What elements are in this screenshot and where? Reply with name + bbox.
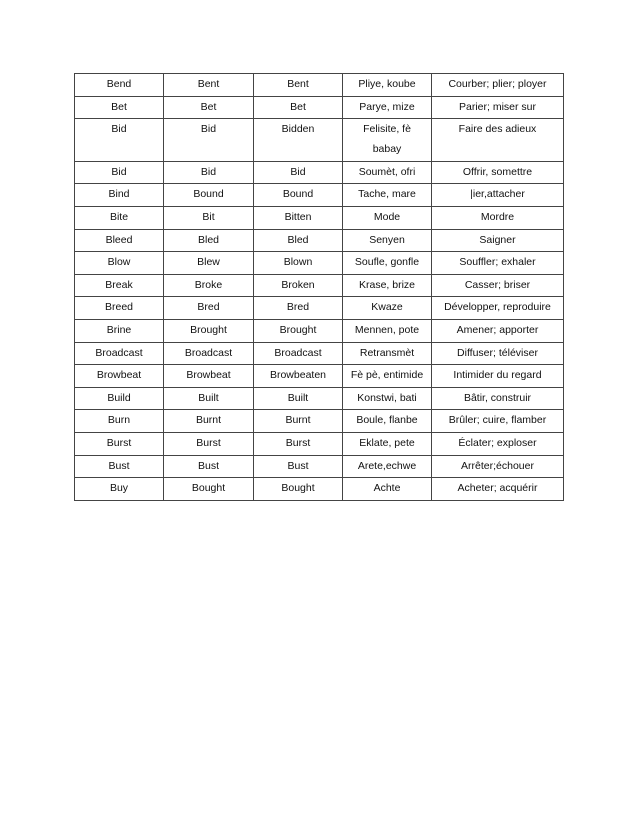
past-participle-cell: Bust — [254, 455, 343, 478]
past-simple-cell: Bet — [164, 96, 254, 119]
table-row — [75, 184, 564, 207]
base-form-cell: Bid — [75, 161, 164, 184]
creole-translation-cell — [343, 119, 432, 162]
creole-translation-cell: Konstwi, bati — [343, 387, 432, 410]
base-form-cell: Buy — [75, 478, 164, 501]
french-translation-cell: Saigner — [432, 229, 564, 252]
french-translation-cell: Offrir, somettre — [432, 161, 564, 184]
table-row — [75, 455, 564, 478]
table-row — [75, 365, 564, 388]
past-participle-cell: Bound — [254, 184, 343, 207]
base-form-cell: Build — [75, 387, 164, 410]
french-translation-cell: Arrêter;échouer — [432, 455, 564, 478]
table-row — [75, 119, 564, 162]
french-translation-cell: Bâtir, construir — [432, 387, 564, 410]
base-form-cell: Browbeat — [75, 365, 164, 388]
base-form-cell: Bleed — [75, 229, 164, 252]
past-simple-cell: Bid — [164, 119, 254, 162]
table-row — [75, 432, 564, 455]
past-participle-cell: Broadcast — [254, 342, 343, 365]
past-participle-cell: Bet — [254, 96, 343, 119]
irregular-verbs-table — [74, 73, 564, 501]
base-form-cell: Breed — [75, 297, 164, 320]
base-form-cell: Bust — [75, 455, 164, 478]
cell-text-line: Felisite, fè — [363, 123, 411, 136]
past-simple-cell: Burnt — [164, 410, 254, 433]
past-participle-cell: Brought — [254, 319, 343, 342]
creole-translation-cell: Boule, flanbe — [343, 410, 432, 433]
past-simple-cell: Bent — [164, 74, 254, 97]
base-form-cell: Bend — [75, 74, 164, 97]
past-participle-cell: Burst — [254, 432, 343, 455]
past-participle-cell: Blown — [254, 252, 343, 275]
creole-translation-cell: Kwaze — [343, 297, 432, 320]
creole-translation-cell: Mode — [343, 206, 432, 229]
creole-translation-cell: Pliye, koube — [343, 74, 432, 97]
creole-translation-cell: Krase, brize — [343, 274, 432, 297]
past-simple-cell: Bred — [164, 297, 254, 320]
creole-translation-cell: Senyen — [343, 229, 432, 252]
french-translation-cell: Amener; apporter — [432, 319, 564, 342]
base-form-cell: Bite — [75, 206, 164, 229]
past-participle-cell: Bitten — [254, 206, 343, 229]
creole-translation-cell: Eklate, pete — [343, 432, 432, 455]
past-participle-cell: Browbeaten — [254, 365, 343, 388]
table-row — [75, 478, 564, 501]
creole-translation-cell: Parye, mize — [343, 96, 432, 119]
past-participle-cell: Built — [254, 387, 343, 410]
table-row — [75, 74, 564, 97]
past-simple-cell: Browbeat — [164, 365, 254, 388]
past-participle-cell: Bidden — [254, 119, 343, 162]
past-simple-cell: Bound — [164, 184, 254, 207]
french-translation-cell: Intimider du regard — [432, 365, 564, 388]
past-simple-cell: Broke — [164, 274, 254, 297]
past-simple-cell: Burst — [164, 432, 254, 455]
french-translation-cell: Acheter; acquérir — [432, 478, 564, 501]
table-row — [75, 410, 564, 433]
past-participle-cell: Bred — [254, 297, 343, 320]
table-row — [75, 342, 564, 365]
french-translation-cell: Mordre — [432, 206, 564, 229]
base-form-cell: Brine — [75, 319, 164, 342]
french-translation-cell: Parier; miser sur — [432, 96, 564, 119]
past-simple-cell: Broadcast — [164, 342, 254, 365]
past-participle-cell: Bid — [254, 161, 343, 184]
creole-translation-cell: Retransmèt — [343, 342, 432, 365]
base-form-cell: Blow — [75, 252, 164, 275]
table-body — [75, 74, 564, 501]
past-simple-cell: Bid — [164, 161, 254, 184]
past-simple-cell: Brought — [164, 319, 254, 342]
french-translation-cell: Développer, reproduire — [432, 297, 564, 320]
table-row — [75, 206, 564, 229]
french-translation-cell: Faire des adieux — [432, 119, 564, 162]
past-participle-cell: Broken — [254, 274, 343, 297]
creole-translation-cell: Soufle, gonfle — [343, 252, 432, 275]
past-simple-cell: Bought — [164, 478, 254, 501]
table-row — [75, 319, 564, 342]
table-row — [75, 387, 564, 410]
french-translation-cell: |ier,attacher — [432, 184, 564, 207]
table-row — [75, 297, 564, 320]
base-form-cell: Bet — [75, 96, 164, 119]
base-form-cell: Broadcast — [75, 342, 164, 365]
french-translation-cell: Éclater; exploser — [432, 432, 564, 455]
table-row — [75, 161, 564, 184]
past-simple-cell: Blew — [164, 252, 254, 275]
table-row — [75, 229, 564, 252]
base-form-cell: Burst — [75, 432, 164, 455]
past-participle-cell: Bled — [254, 229, 343, 252]
table-row — [75, 96, 564, 119]
creole-translation-cell: Tache, mare — [343, 184, 432, 207]
french-translation-cell: Souffler; exhaler — [432, 252, 564, 275]
french-translation-cell: Diffuser; téléviser — [432, 342, 564, 365]
creole-translation-cell: Fè pè, entimide — [343, 365, 432, 388]
french-translation-cell: Brûler; cuire, flamber — [432, 410, 564, 433]
base-form-cell: Bind — [75, 184, 164, 207]
base-form-cell: Bid — [75, 119, 164, 162]
past-participle-cell: Bent — [254, 74, 343, 97]
past-simple-cell: Bled — [164, 229, 254, 252]
past-simple-cell: Bust — [164, 455, 254, 478]
french-translation-cell: Courber; plier; ployer — [432, 74, 564, 97]
cell-text-line: babay — [372, 143, 402, 156]
creole-translation-cell: Achte — [343, 478, 432, 501]
past-participle-cell: Bought — [254, 478, 343, 501]
past-participle-cell: Burnt — [254, 410, 343, 433]
past-simple-cell: Built — [164, 387, 254, 410]
past-simple-cell: Bit — [164, 206, 254, 229]
base-form-cell: Break — [75, 274, 164, 297]
creole-translation-cell: Arete,echwe — [343, 455, 432, 478]
base-form-cell: Burn — [75, 410, 164, 433]
creole-translation-cell: Soumèt, ofri — [343, 161, 432, 184]
creole-translation-cell: Mennen, pote — [343, 319, 432, 342]
french-translation-cell: Casser; briser — [432, 274, 564, 297]
table-row — [75, 274, 564, 297]
table-row — [75, 252, 564, 275]
